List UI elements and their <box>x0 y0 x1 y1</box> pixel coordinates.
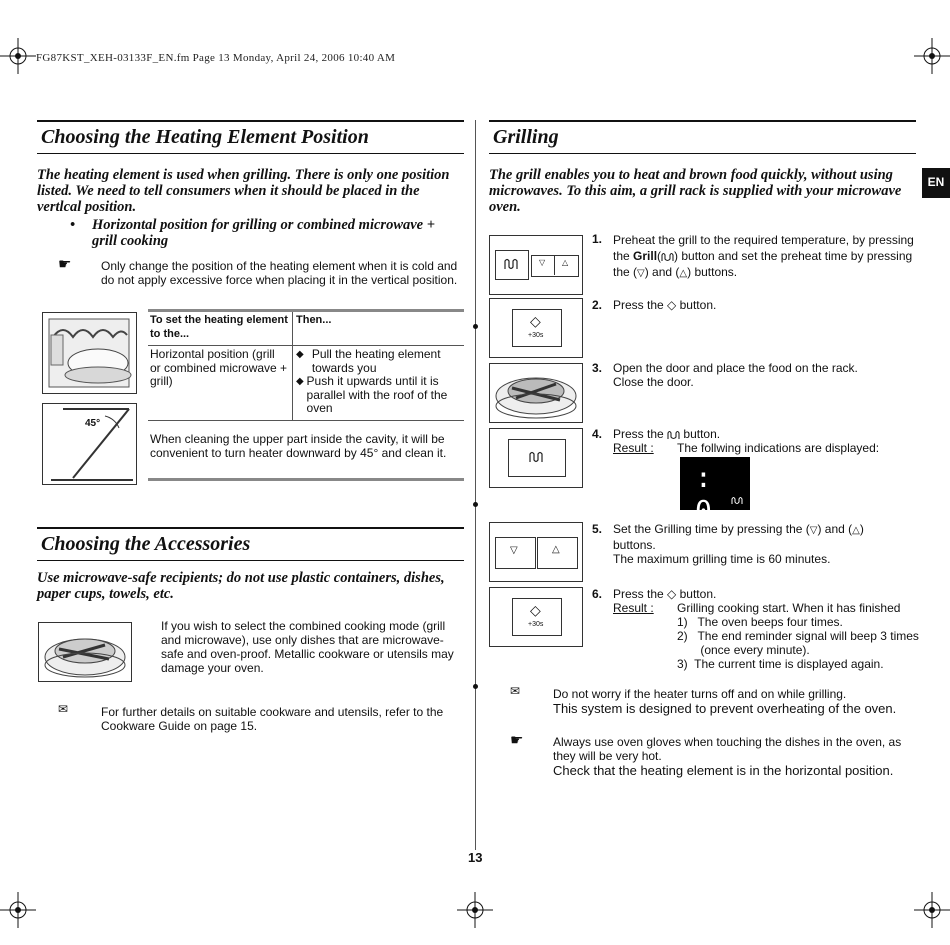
down-arrow-icon: ▽ <box>809 525 818 536</box>
down-arrow-icon: ▽ <box>539 258 546 267</box>
down-arrow-icon: ▽ <box>510 545 518 556</box>
step3-line1: Open the door and place the food on the rack. <box>613 361 858 375</box>
step1-line3: the (▽) and (△) buttons. <box>613 265 738 279</box>
page-number: 13 <box>468 850 483 865</box>
start-icon: ◇ <box>530 313 541 329</box>
grilling-intro: The grill enables you to heat and brown food quickly, without using microwaves. To this aim, a grill rack is supplied with your microwave oven. <box>489 167 902 215</box>
step-number: 6. <box>592 587 603 601</box>
up-arrow-icon: △ <box>562 258 569 267</box>
start-icon: ◇ <box>667 298 677 312</box>
table-cell-actions: ◆ Pull the heating element towards you ◆ Push it upwards until it is parallel with the roof of the oven <box>293 346 465 421</box>
language-tab: EN <box>922 168 950 198</box>
step2-text: Press the ◇ button. <box>613 298 717 312</box>
step3-line2: Close the door. <box>613 375 694 389</box>
start-label: +30s <box>528 621 544 628</box>
table-bottom-rule <box>148 478 464 481</box>
grilling-note2 <box>553 735 913 778</box>
dish-rack-illustration <box>38 622 132 682</box>
step5-line2: buttons. <box>613 538 656 552</box>
result-sub-item: (once every minute). <box>677 643 810 657</box>
step5-text: Set the Grilling time by pressing the (▽) and (△) buttons. The maximum grilling time is 60 minutes. <box>613 522 918 566</box>
display-panel <box>680 457 750 527</box>
divider-dot <box>473 324 478 329</box>
up-arrow-icon: △ <box>852 525 860 536</box>
registration-mark-top-left <box>0 36 40 76</box>
heating-section-title: Choosing the Heating Element Position <box>37 120 464 154</box>
step4-panel-illustration <box>489 428 583 488</box>
start-icon: ◇ <box>530 602 541 618</box>
grilling-note1 <box>553 687 913 716</box>
step-number: 5. <box>592 522 603 536</box>
bullet-dot: • <box>70 217 76 233</box>
step-number: 2. <box>592 298 603 312</box>
heating-note: Only change the position of the heating element when it is cold and do not apply excessive force when placing it in the vertical position. <box>101 259 458 287</box>
result-label: Result : <box>613 441 654 455</box>
accessories-note: For further details on suitable cookware and utensils, refer to the Cookware Guide on page 15. <box>101 705 444 733</box>
step1-line1: Preheat the grill to the required temperature, by pressing <box>613 233 914 247</box>
oven-cavity-illustration <box>42 312 137 394</box>
note1-line-a: Do not worry if the heater turns off and on while grilling. <box>553 687 847 701</box>
heating-table <box>148 312 464 421</box>
angle-label: 45° <box>85 418 101 429</box>
result-sub-item: 3) The current time is displayed again. <box>677 657 884 671</box>
step6-panel-illustration <box>489 587 583 647</box>
heating-intro: The heating element is used when grilling. There is only one position listed. We need to tell consumers when it should be placed in the vertlcal position. <box>37 167 450 215</box>
display-readout: : 0 <box>695 461 718 527</box>
step-number: 4. <box>592 427 603 441</box>
step1-text <box>613 232 918 282</box>
registration-mark-bottom-center <box>455 890 495 930</box>
table-footer-text: When cleaning the upper part inside the cavity, it will be convenient to turn heater downward by 45° and clean it. <box>150 432 447 460</box>
grill-icon <box>661 252 674 262</box>
result-label: Result : <box>613 601 654 615</box>
note-icon: ✉ <box>58 702 69 716</box>
note1-line-b: This system is designed to prevent overheating of the oven. <box>553 701 897 716</box>
file-header: FG87KST_XEH-03133F_EN.fm Page 13 Monday, April 24, 2006 10:40 AM <box>36 52 396 64</box>
step1-panel-illustration <box>489 235 583 295</box>
registration-mark-bottom-left <box>0 890 40 930</box>
grill-icon <box>528 451 544 463</box>
note2-line-a: Always use oven gloves when touching the dishes in the oven, as they will be very hot. <box>553 735 902 763</box>
step5-line3: The maximum grilling time is 60 minutes. <box>613 552 831 566</box>
table-header-col1: To set the heating element to the... <box>148 312 293 346</box>
step3-food-rack-illustration <box>489 363 583 423</box>
step4-text: Press the button. <box>613 427 721 441</box>
step-number: 1. <box>592 232 603 246</box>
divider-dot <box>473 684 478 689</box>
table-action-item: Pull the heating element towards you <box>311 347 441 375</box>
grilling-section-title: Grilling <box>489 120 916 154</box>
step2-panel-illustration <box>489 298 583 358</box>
start-label: +30s <box>528 332 544 339</box>
up-arrow-icon: △ <box>552 544 560 555</box>
up-arrow-icon: △ <box>679 268 688 279</box>
hand-pointer-icon: ☛ <box>510 732 524 749</box>
grill-icon <box>667 430 680 440</box>
step1-line2: the Grill( ) button and set the preheat time by pressing <box>613 249 913 263</box>
start-icon: ◇ <box>667 587 677 601</box>
step5-panel-illustration <box>489 522 583 582</box>
down-arrow-icon: ▽ <box>637 268 645 279</box>
step-number: 3. <box>592 361 603 375</box>
heater-angle-illustration <box>42 403 137 485</box>
note2-line-b: Check that the heating element is in the horizontal position. <box>553 763 894 778</box>
accessories-intro: Use microwave-safe recipients; do not use plastic containers, dishes, paper cups, towels, etc. <box>37 570 445 602</box>
registration-mark-top-right <box>910 36 950 76</box>
step3-text <box>613 361 913 389</box>
heating-bullet: Horizontal position for grilling or combined microwave + grill cooking <box>92 217 436 249</box>
table-cell-position: Horizontal position (grill or combined microwave + grill) <box>148 346 293 421</box>
grill-indicator-icon <box>731 496 743 505</box>
grill-icon <box>503 258 519 270</box>
table-header-col2: Then... <box>296 314 332 326</box>
divider-dot <box>473 502 478 507</box>
table-action-item: Push it upwards until it is parallel with the roof of the oven <box>306 374 448 415</box>
hand-pointer-icon: ☛ <box>58 256 72 273</box>
column-divider <box>475 120 476 850</box>
step4-result-text: The follwing indications are displayed: <box>677 441 880 455</box>
result-sub-item: 2) The end reminder signal will beep 3 times <box>677 629 919 643</box>
step6-result-text <box>677 601 922 671</box>
registration-mark-bottom-right <box>910 890 950 930</box>
step6-result-line: Grilling cooking start. When it has finished <box>677 601 901 615</box>
result-sub-item: 1) The oven beeps four times. <box>677 615 843 629</box>
note-icon: ✉ <box>510 684 521 698</box>
accessories-section-title: Choosing the Accessories <box>37 527 464 561</box>
accessories-text: If you wish to select the combined cooking mode (grill and microwave), use only dishes that are microwave-safe and oven-proof. Metallic cookware or utensils may damage your oven. <box>161 619 454 675</box>
step6-text: Press the ◇ button. <box>613 587 717 601</box>
